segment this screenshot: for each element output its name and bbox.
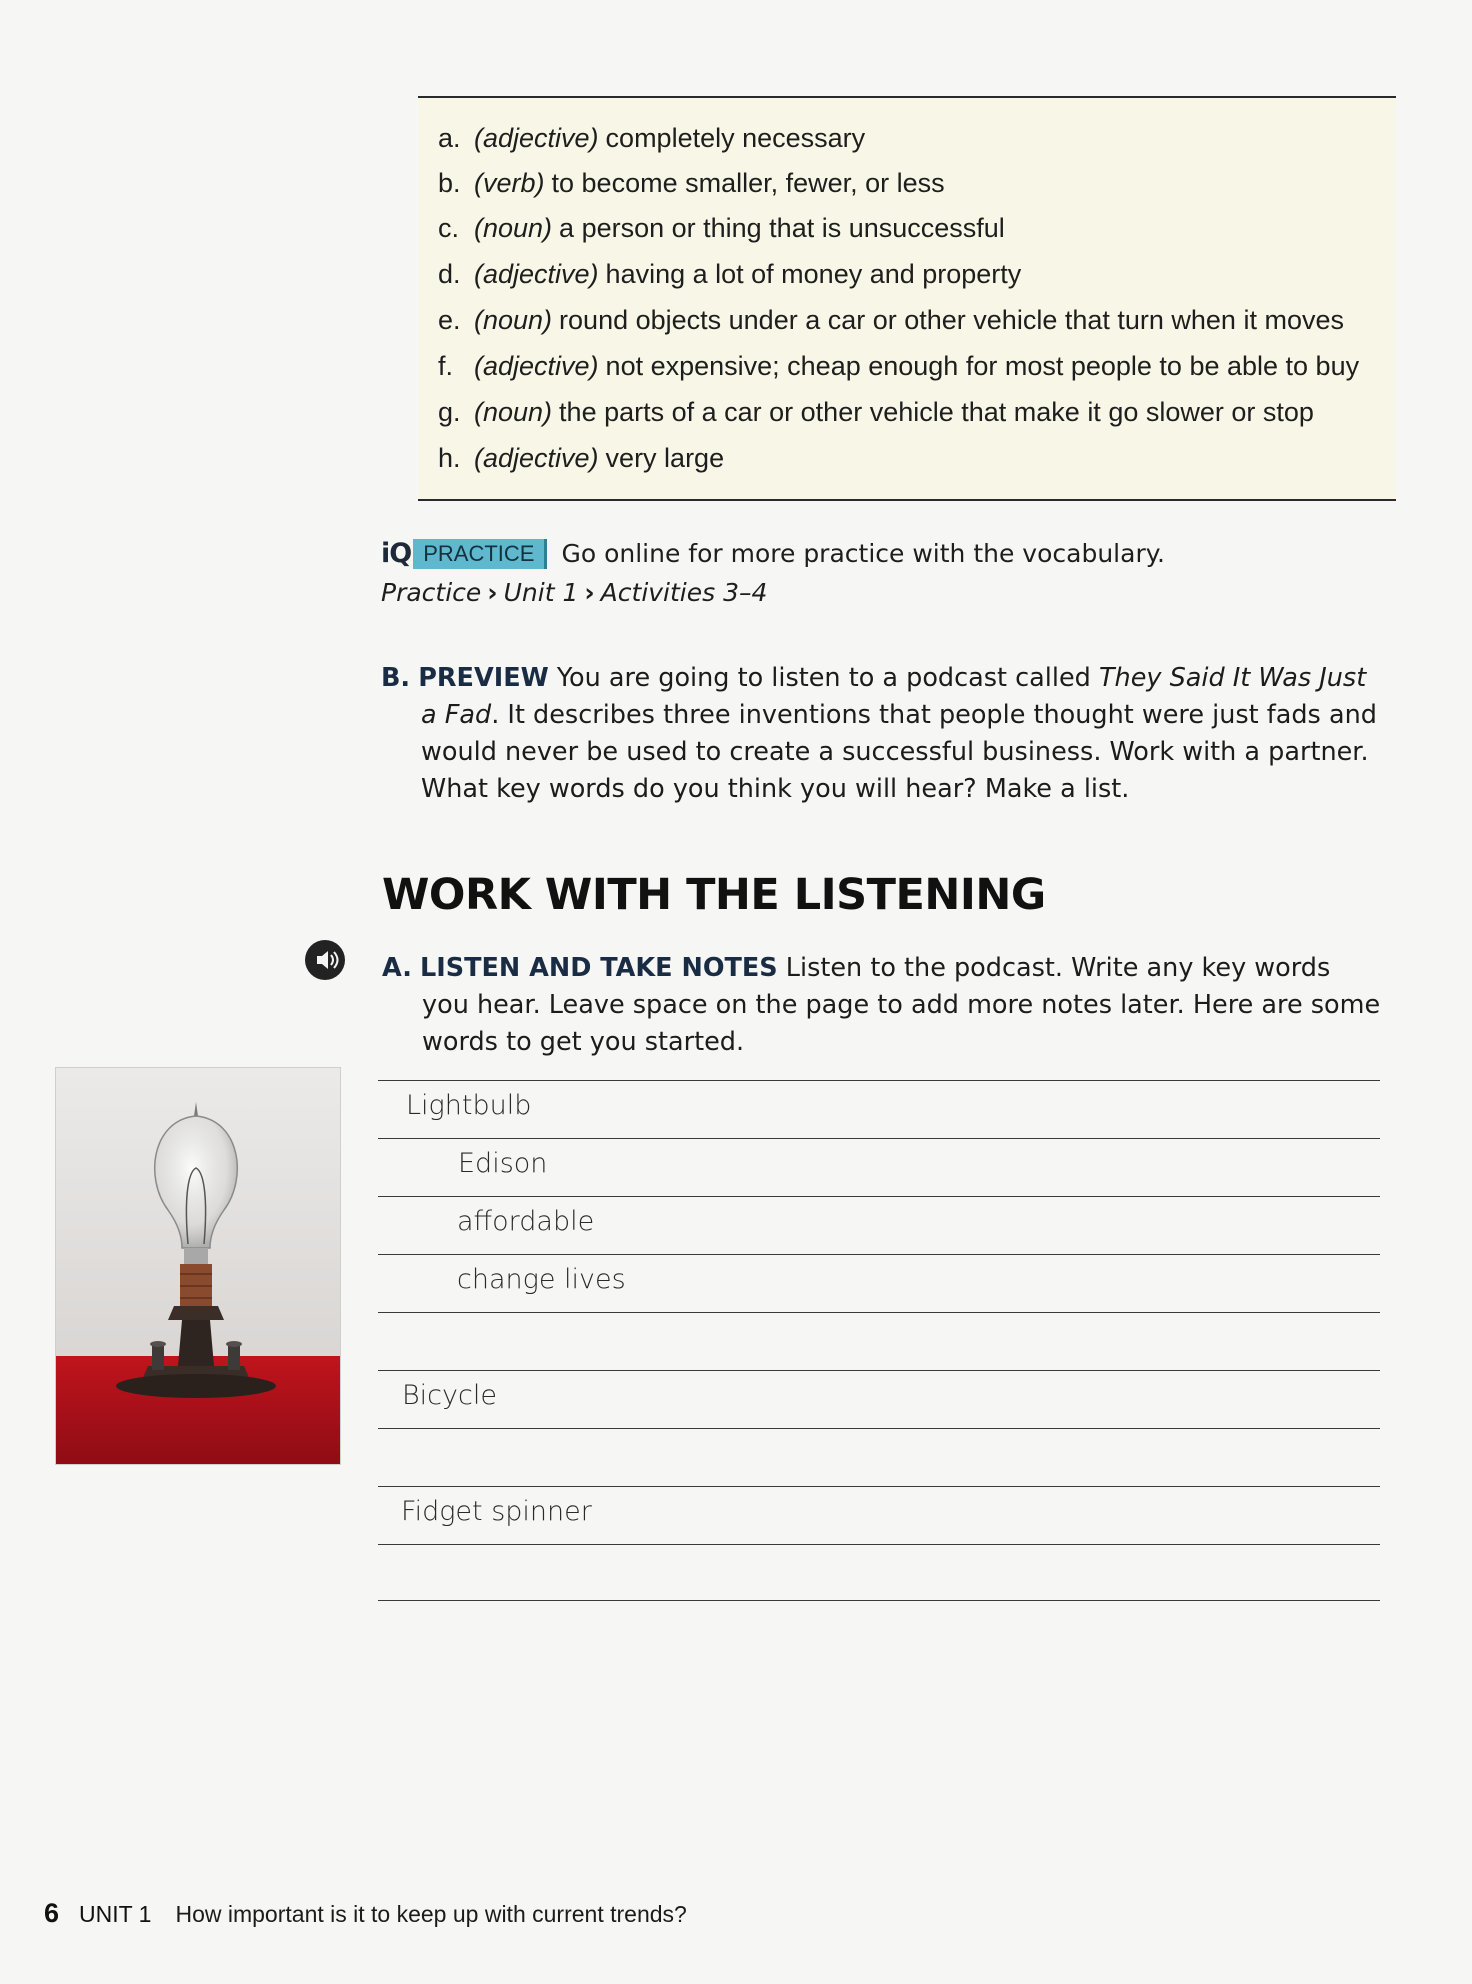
definition-letter: c. [438,213,460,243]
section-label: A. [382,953,412,983]
listen-text: you hear. Leave space on the page to add more notes later. Here are some [422,990,1381,1020]
preview-instructions [381,660,1377,808]
definition-letter: a. [438,123,461,153]
page-footer [44,1898,687,1938]
preview-text: . It describes three inventions that people thought were just fads and [491,700,1377,730]
definition-part-of-speech: (verb) [474,168,545,198]
definition-text: not expensive; cheap enough for most people to be able to buy [605,351,1360,381]
listen-instructions [382,950,1380,1061]
definition-letter: f. [438,351,454,381]
definition-text: very large [605,443,725,473]
listen-text: Listen to the podcast. Write any key words [785,953,1331,983]
note-affordable: affordable [457,1206,595,1237]
definition-text: a person or thing that is unsuccessful [559,213,1005,243]
iq-logo: iQ [381,538,412,569]
unit-question: How important is it to keep up with current trends? [175,1901,687,1927]
note-line [378,1544,1380,1545]
definition-text: round objects under a car or other vehicle that turn when it moves [559,305,1344,335]
breadcrumb-item: Practice [381,578,482,607]
note-bicycle: Bicycle [402,1380,497,1411]
note-edison: Edison [458,1148,548,1179]
definition-text: having a lot of money and property [605,259,1022,289]
definitions-box [418,96,1396,501]
note-change-lives: change lives [457,1264,626,1295]
listen-lead: LISTEN AND TAKE NOTES [420,953,778,983]
definition-letter: h. [438,443,461,473]
chevron-right-icon: › [487,578,498,607]
podcast-title: a Fad [421,700,492,730]
definition-part-of-speech: (noun) [474,305,553,335]
practice-badge: PRACTICE [413,539,547,569]
page-number: 6 [44,1898,60,1928]
definition-part-of-speech: (adjective) [474,351,599,381]
definition-part-of-speech: (adjective) [474,259,599,289]
definition-text: to become smaller, fewer, or less [551,168,945,198]
definition-c [438,206,1005,250]
preview-text: would never be used to create a successful business. Work with a partner. [421,737,1369,767]
note-line [378,1600,1380,1601]
definition-f [438,344,1359,388]
note-line [378,1486,1380,1487]
speaker-icon[interactable] [305,940,345,980]
chevron-right-icon: › [584,578,595,607]
podcast-title: They Said It Was Just [1098,663,1367,693]
definition-d [438,252,1021,296]
definition-a [438,116,865,160]
iq-practice-callout [381,538,1165,574]
definition-part-of-speech: (noun) [474,397,553,427]
note-line [378,1312,1380,1313]
lightbulb-photo [56,1068,340,1464]
note-line [378,1080,1380,1081]
note-line [378,1370,1380,1371]
definition-part-of-speech: (noun) [474,213,553,243]
definition-letter: d. [438,259,461,289]
note-line [378,1196,1380,1197]
note-line [378,1254,1380,1255]
note-lightbulb: Lightbulb [406,1090,532,1121]
iq-practice-text: Go online for more practice with the vocabulary. [561,539,1165,568]
definition-h [438,436,724,480]
preview-text: You are going to listen to a podcast called [556,663,1099,693]
notes-area[interactable] [378,1080,1380,1600]
definition-letter: e. [438,305,461,335]
definition-b [438,161,945,205]
breadcrumb-item: Unit 1 [503,578,579,607]
note-line [378,1428,1380,1429]
listen-text: words to get you started. [422,1027,745,1057]
preview-lead: PREVIEW [418,663,549,693]
definition-part-of-speech: (adjective) [474,443,599,473]
breadcrumb-item: Activities 3–4 [600,578,768,607]
note-line [378,1138,1380,1139]
definition-letter: b. [438,168,461,198]
definition-text: the parts of a car or other vehicle that make it go slower or stop [559,397,1314,427]
practice-path-breadcrumb [381,578,767,607]
definition-e [438,298,1344,342]
unit-label: UNIT 1 [79,1901,152,1927]
definition-part-of-speech: (adjective) [474,123,599,153]
note-fidget-spinner: Fidget spinner [401,1496,592,1527]
definition-letter: g. [438,397,461,427]
preview-text: What key words do you think you will hear? Make a list. [421,774,1130,804]
definition-text: completely necessary [605,123,866,153]
section-label: B. [381,663,411,693]
definition-g [438,390,1314,434]
section-heading: WORK WITH THE LISTENING [382,870,1046,920]
